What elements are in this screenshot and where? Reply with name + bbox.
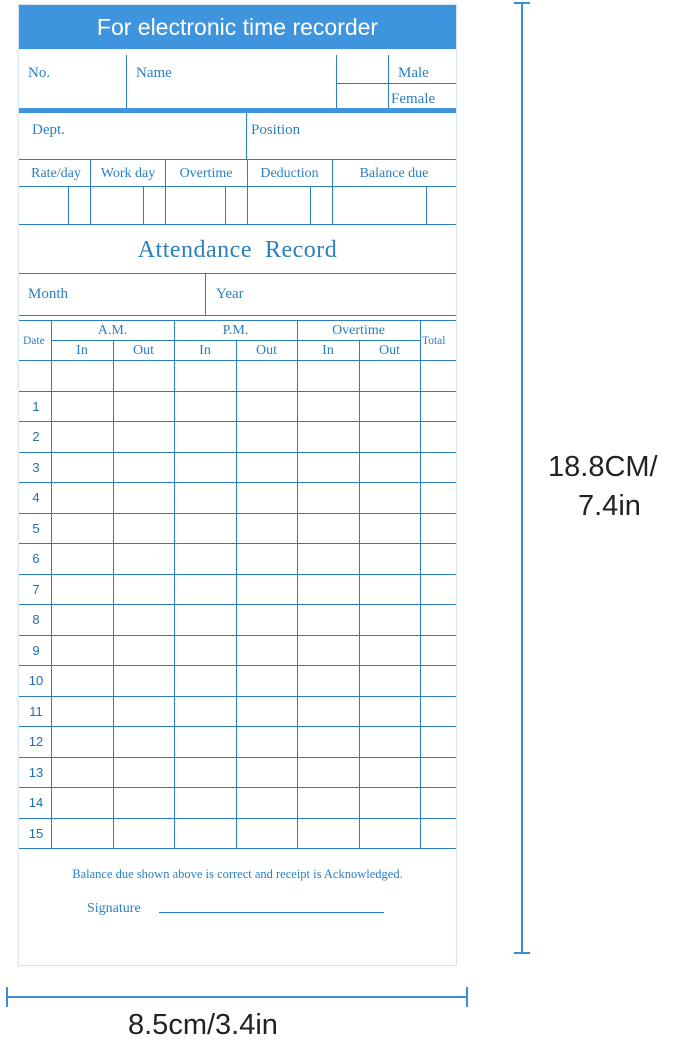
position-label: Position [251,122,301,138]
acknowledgement-text: Balance due shown above is correct and receipt is Acknowledged. [72,867,403,881]
divider [19,186,456,187]
year-label: Year [216,286,244,302]
signature-line[interactable] [159,912,384,913]
height-dimension-label: 7.4in [578,490,641,522]
table-column-divider [113,340,114,848]
signature-label: Signature [87,901,141,916]
attendance-record-title: Attendance Record [137,237,338,263]
table-row-divider [19,604,456,605]
table-column-divider [297,320,298,848]
table-row-divider [19,726,456,727]
table-column-divider [51,320,52,848]
dept-label: Dept. [32,122,65,138]
date-row-number: 12 [28,734,44,749]
date-row-number: 13 [28,765,44,780]
divider [19,360,456,361]
total-header: Total [422,335,446,347]
height-dimension-cap [514,2,530,4]
divider [336,55,337,108]
overtime-header: Overtime [332,323,385,338]
divider [426,186,427,224]
table-row-divider [19,543,456,544]
divider [225,186,226,224]
work-day-label: Work day [100,166,156,181]
divider [19,320,456,321]
date-row-number: 11 [29,704,43,719]
month-label: Month [28,286,69,302]
width-dimension-cap [466,987,468,1007]
date-row-number: 14 [28,795,44,810]
divider [90,159,91,224]
overtime-label: Overtime [179,166,233,181]
table-column-divider [174,320,175,848]
pm-header: P.M. [222,323,249,338]
date-row-number: 9 [32,643,40,658]
table-row-divider [19,818,456,819]
table-row-divider [19,482,456,483]
male-label: Male [398,65,429,81]
am-header: A.M. [97,323,128,338]
date-header: Date [23,335,45,347]
time-card [18,4,457,966]
height-dimension-label: 18.8CM/ [548,451,658,483]
table-row-divider [19,696,456,697]
date-row-number: 5 [32,521,40,536]
table-row-divider [19,635,456,636]
am-in-header: In [76,343,88,358]
date-row-number: 4 [32,490,40,505]
table-row-divider [19,574,456,575]
table-row-divider [19,513,456,514]
width-dimension-cap [6,987,8,1007]
female-label: Female [391,91,436,107]
table-column-divider [236,340,237,848]
height-dimension-cap [514,952,530,954]
divider [388,55,389,108]
date-row-number: 8 [32,612,40,627]
table-column-divider [359,340,360,848]
date-row-number: 6 [32,551,40,566]
divider [332,159,333,224]
table-row-divider [19,452,456,453]
date-row-number: 7 [32,582,40,597]
blue-stripe [19,108,456,113]
am-out-header: Out [133,343,154,358]
name-label: Name [136,65,172,81]
divider [310,186,311,224]
date-row-number: 2 [32,429,40,444]
pm-out-header: Out [256,343,277,358]
divider [68,186,69,224]
divider [19,224,456,225]
table-row-divider [19,757,456,758]
divider [205,273,206,315]
table-column-divider [420,320,421,848]
table-row-divider [19,421,456,422]
width-dimension-label: 8.5cm/3.4in [128,1009,278,1041]
card-header-title: For electronic time recorder [19,5,456,49]
divider [165,159,166,224]
width-dimension-line [7,996,467,998]
divider [336,83,456,84]
table-row-divider [19,391,456,392]
date-row-number: 10 [28,673,44,688]
divider [19,273,456,274]
rate-day-label: Rate/day [31,166,81,181]
date-row-number: 1 [32,399,40,414]
height-dimension-line [521,3,523,953]
pm-in-header: In [199,343,211,358]
table-row-divider [19,848,456,849]
no-label: No. [28,65,51,81]
divider [246,113,247,159]
date-row-number: 3 [32,460,40,475]
overtime-out-header: Out [379,343,400,358]
table-row-divider [19,665,456,666]
divider [143,186,144,224]
divider [19,159,456,160]
divider [126,55,127,108]
deduction-label: Deduction [260,166,319,181]
divider [19,315,456,316]
balance-due-label: Balance due [359,166,429,181]
overtime-in-header: In [322,343,334,358]
divider [247,159,248,224]
date-row-number: 15 [28,826,44,841]
table-row-divider [19,787,456,788]
